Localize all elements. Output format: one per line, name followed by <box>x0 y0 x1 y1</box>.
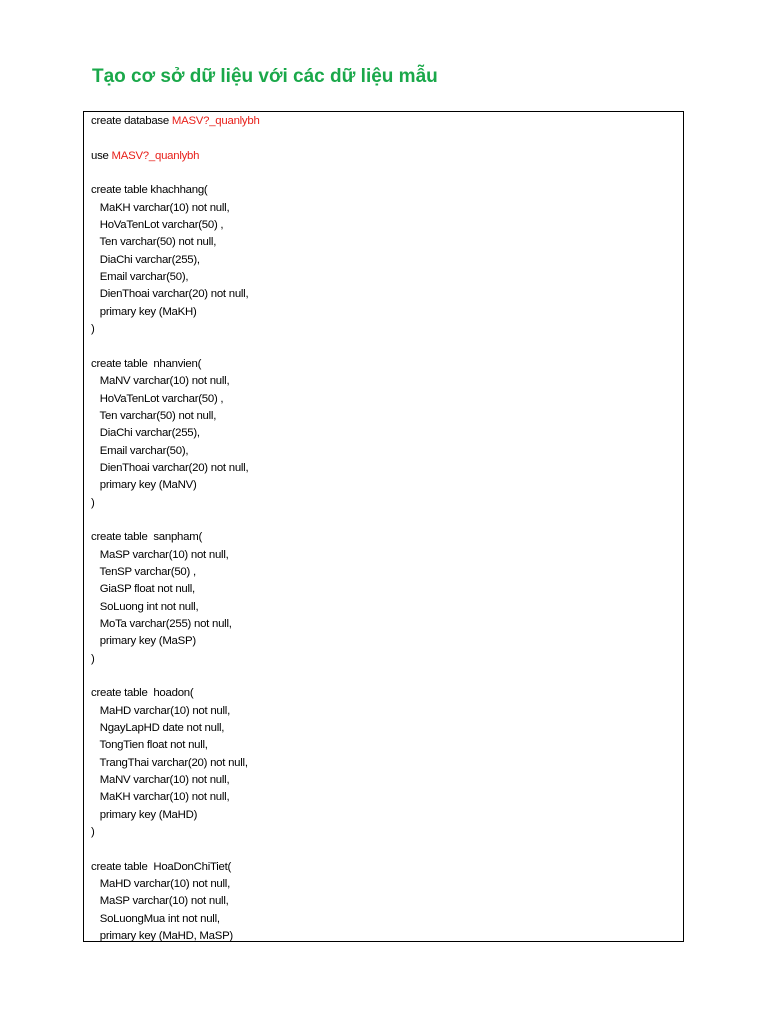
code-text: GiaSP float not null, <box>91 583 195 596</box>
code-text: MoTa varchar(255) not null, <box>91 617 232 630</box>
code-line <box>91 789 679 806</box>
code-line <box>91 113 679 130</box>
code-text: ) <box>91 652 95 665</box>
code-line <box>91 200 679 217</box>
code-text: create table hoadon( <box>91 687 194 700</box>
code-text: TenSP varchar(50) , <box>91 565 196 578</box>
code-line <box>91 772 679 789</box>
code-line <box>91 477 679 494</box>
code-line <box>91 148 679 165</box>
code-text: Email varchar(50), <box>91 444 189 457</box>
code-line <box>91 408 679 425</box>
code-line <box>91 564 679 581</box>
code-line <box>91 737 679 754</box>
code-blank-line <box>91 668 679 685</box>
code-line <box>91 720 679 737</box>
code-text: DiaChi varchar(255), <box>91 427 200 440</box>
database-name-placeholder: MASV?_quanlybh <box>111 149 200 162</box>
code-text: MaHD varchar(10) not null, <box>91 704 230 717</box>
code-line <box>91 876 679 893</box>
code-line <box>91 217 679 234</box>
code-line <box>91 859 679 876</box>
code-line <box>91 425 679 442</box>
code-text: DienThoai varchar(20) not null, <box>91 288 249 301</box>
code-blank-line <box>91 841 679 858</box>
code-line <box>91 651 679 668</box>
code-line <box>91 599 679 616</box>
page-title: Tạo cơ sở dữ liệu với các dữ liệu mẫu <box>92 66 438 87</box>
code-text: MaNV varchar(10) not null, <box>91 375 230 388</box>
code-text: Ten varchar(50) not null, <box>91 409 217 422</box>
code-text: create table nhanvien( <box>91 357 202 370</box>
code-text: primary key (MaHD) <box>91 808 198 821</box>
code-line <box>91 269 679 286</box>
code-line <box>91 321 679 338</box>
code-line <box>91 356 679 373</box>
code-text: ) <box>91 826 95 839</box>
code-line <box>91 460 679 477</box>
code-text: SoLuong int not null, <box>91 600 199 613</box>
code-text: create table sanpham( <box>91 531 203 544</box>
code-text: Ten varchar(50) not null, <box>91 236 217 249</box>
code-text: MaKH varchar(10) not null, <box>91 201 230 214</box>
code-line <box>91 234 679 251</box>
code-text: MaSP varchar(10) not null, <box>91 895 229 908</box>
code-line <box>91 495 679 512</box>
code-line <box>91 911 679 928</box>
code-line <box>91 928 679 942</box>
code-line <box>91 755 679 772</box>
code-text: create database <box>91 115 172 127</box>
code-text: Email varchar(50), <box>91 271 189 284</box>
code-text: DienThoai varchar(20) not null, <box>91 461 249 474</box>
code-line <box>91 547 679 564</box>
code-line <box>91 703 679 720</box>
code-line <box>91 304 679 321</box>
code-text: NgayLapHD date not null, <box>91 722 225 735</box>
code-line <box>91 286 679 303</box>
code-blank-line <box>91 512 679 529</box>
database-name-placeholder: MASV?_quanlybh <box>171 115 260 127</box>
code-text: HoVaTenLot varchar(50) , <box>91 392 224 405</box>
code-line <box>91 252 679 269</box>
code-line <box>91 685 679 702</box>
code-blank-line <box>91 130 679 147</box>
code-text: SoLuongMua int not null, <box>91 912 220 925</box>
code-text: ) <box>91 323 95 336</box>
code-text: primary key (MaKH) <box>91 305 197 318</box>
code-line <box>91 807 679 824</box>
code-line <box>91 824 679 841</box>
sql-code-box <box>83 111 684 942</box>
code-blank-line <box>91 338 679 355</box>
code-line <box>91 373 679 390</box>
code-text: primary key (MaSP) <box>91 635 196 648</box>
code-line <box>91 616 679 633</box>
code-text: HoVaTenLot varchar(50) , <box>91 219 224 232</box>
code-text: MaHD varchar(10) not null, <box>91 878 230 891</box>
code-line <box>91 893 679 910</box>
sql-code-lines <box>91 113 679 942</box>
code-text: TongTien float not null, <box>91 739 208 752</box>
code-text: primary key (MaNV) <box>91 479 197 492</box>
code-text: create table HoaDonChiTiet( <box>91 860 232 873</box>
code-text: DiaChi varchar(255), <box>91 253 200 266</box>
code-text: TrangThai varchar(20) not null, <box>91 756 248 769</box>
code-line <box>91 391 679 408</box>
code-text: primary key (MaHD, MaSP) <box>91 930 233 942</box>
code-text: create table khachhang( <box>91 184 208 197</box>
code-text: ) <box>91 496 95 509</box>
code-line <box>91 581 679 598</box>
code-text: MaKH varchar(10) not null, <box>91 791 230 804</box>
code-blank-line <box>91 165 679 182</box>
code-text: MaNV varchar(10) not null, <box>91 774 230 787</box>
code-line <box>91 182 679 199</box>
code-line <box>91 633 679 650</box>
code-text: MaSP varchar(10) not null, <box>91 548 229 561</box>
code-line <box>91 529 679 546</box>
code-line <box>91 443 679 460</box>
code-text: use <box>91 149 112 162</box>
